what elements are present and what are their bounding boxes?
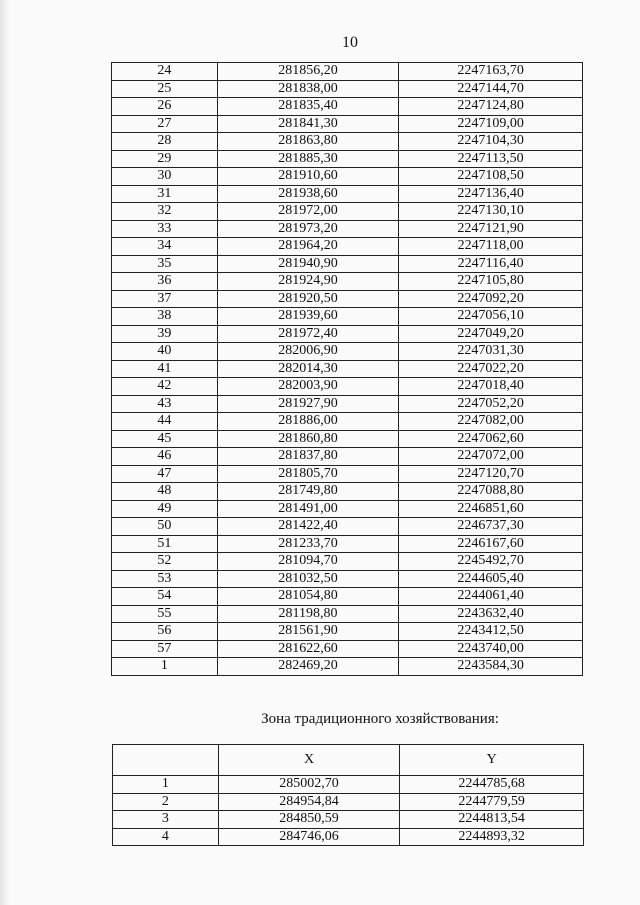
- point-number-cell: 45: [112, 430, 218, 448]
- x-coordinate-cell: 281805,70: [217, 465, 399, 483]
- table-row: [112, 535, 583, 553]
- y-coordinate-cell: 2247113,50: [399, 150, 583, 168]
- y-coordinate-cell: 2247118,00: [399, 238, 583, 256]
- x-coordinate-cell: 284954,84: [218, 793, 400, 811]
- table-row: [113, 776, 584, 794]
- point-number-cell: 34: [112, 238, 218, 256]
- header-cell-number: [113, 745, 219, 776]
- x-coordinate-cell: 281863,80: [217, 133, 399, 151]
- point-number-cell: 54: [112, 588, 218, 606]
- x-coordinate-cell: 281422,40: [217, 518, 399, 536]
- x-coordinate-cell: 281838,00: [217, 80, 399, 98]
- y-coordinate-cell: 2247031,30: [399, 343, 583, 361]
- point-number-cell: 1: [112, 658, 218, 676]
- table-row: [112, 203, 583, 221]
- point-number-cell: 31: [112, 185, 218, 203]
- point-number-cell: 40: [112, 343, 218, 361]
- x-coordinate-cell: 281860,80: [217, 430, 399, 448]
- y-coordinate-cell: 2247056,10: [399, 308, 583, 326]
- table-row: [112, 378, 583, 396]
- x-coordinate-cell: 284746,06: [218, 828, 400, 846]
- point-number-cell: 56: [112, 623, 218, 641]
- x-coordinate-cell: 281910,60: [217, 168, 399, 186]
- table-row: [112, 343, 583, 361]
- y-coordinate-cell: 2246851,60: [399, 500, 583, 518]
- y-coordinate-cell: 2247121,90: [399, 220, 583, 238]
- table-row: [112, 658, 583, 676]
- table-row: [112, 80, 583, 98]
- y-coordinate-cell: 2247018,40: [399, 378, 583, 396]
- x-coordinate-cell: 281940,90: [217, 255, 399, 273]
- y-coordinate-cell: 2247049,20: [399, 325, 583, 343]
- x-coordinate-cell: 281198,80: [217, 605, 399, 623]
- point-number-cell: 47: [112, 465, 218, 483]
- y-coordinate-cell: 2246167,60: [399, 535, 583, 553]
- x-coordinate-cell: 281964,20: [217, 238, 399, 256]
- y-coordinate-cell: 2247022,20: [399, 360, 583, 378]
- point-number-cell: 27: [112, 115, 218, 133]
- y-coordinate-cell: 2247104,30: [399, 133, 583, 151]
- table-row: [112, 605, 583, 623]
- y-coordinate-cell: 2245492,70: [399, 553, 583, 571]
- y-coordinate-cell: 2247062,60: [399, 430, 583, 448]
- point-number-cell: 41: [112, 360, 218, 378]
- y-coordinate-cell: 2243632,40: [399, 605, 583, 623]
- point-number-cell: 53: [112, 570, 218, 588]
- x-coordinate-cell: 281749,80: [217, 483, 399, 501]
- point-number-cell: 33: [112, 220, 218, 238]
- zone-table-header-row: [113, 745, 584, 776]
- table-row: [113, 811, 584, 829]
- y-coordinate-cell: 2247120,70: [399, 465, 583, 483]
- x-coordinate-cell: 281938,60: [217, 185, 399, 203]
- x-coordinate-cell: 281837,80: [217, 448, 399, 466]
- y-coordinate-cell: 2244605,40: [399, 570, 583, 588]
- zone-table-body: [113, 745, 584, 846]
- table-row: [112, 185, 583, 203]
- y-coordinate-cell: 2247144,70: [399, 80, 583, 98]
- table-row: [112, 325, 583, 343]
- point-number-cell: 35: [112, 255, 218, 273]
- y-coordinate-cell: 2247105,80: [399, 273, 583, 291]
- page-number: 10: [342, 34, 358, 51]
- point-number-cell: 46: [112, 448, 218, 466]
- point-number-cell: 28: [112, 133, 218, 151]
- x-coordinate-cell: 281972,00: [217, 203, 399, 221]
- point-number-cell: 37: [112, 290, 218, 308]
- table-row: [113, 828, 584, 846]
- table-row: [112, 640, 583, 658]
- x-coordinate-cell: 281856,20: [217, 63, 399, 81]
- point-number-cell: 55: [112, 605, 218, 623]
- table-row: [112, 290, 583, 308]
- y-coordinate-cell: 2247124,80: [399, 98, 583, 116]
- y-coordinate-cell: 2247108,50: [399, 168, 583, 186]
- table-row: [112, 430, 583, 448]
- header-cell-x: X: [218, 745, 400, 776]
- y-coordinate-cell: 2247163,70: [399, 63, 583, 81]
- table-row: [112, 98, 583, 116]
- x-coordinate-cell: 281622,60: [217, 640, 399, 658]
- table-row: [112, 395, 583, 413]
- table-row: [112, 238, 583, 256]
- point-number-cell: 38: [112, 308, 218, 326]
- y-coordinate-cell: 2247052,20: [399, 395, 583, 413]
- x-coordinate-cell: 281032,50: [217, 570, 399, 588]
- point-number-cell: 25: [112, 80, 218, 98]
- table-row: [112, 500, 583, 518]
- x-coordinate-cell: 285002,70: [218, 776, 400, 794]
- y-coordinate-cell: 2247116,40: [399, 255, 583, 273]
- table-row: [112, 465, 583, 483]
- header-cell-y: Y: [400, 745, 584, 776]
- table-row: [112, 553, 583, 571]
- x-coordinate-cell: 281835,40: [217, 98, 399, 116]
- y-coordinate-cell: 2244061,40: [399, 588, 583, 606]
- x-coordinate-cell: 281920,50: [217, 290, 399, 308]
- point-number-cell: 49: [112, 500, 218, 518]
- point-number-cell: 48: [112, 483, 218, 501]
- table-row: [112, 273, 583, 291]
- table-row: [112, 150, 583, 168]
- table-row: [112, 483, 583, 501]
- table-row: [112, 308, 583, 326]
- table-row: [112, 413, 583, 431]
- x-coordinate-cell: 281972,40: [217, 325, 399, 343]
- x-coordinate-cell: 281054,80: [217, 588, 399, 606]
- y-coordinate-cell: 2243412,50: [399, 623, 583, 641]
- table-row: [112, 570, 583, 588]
- x-coordinate-cell: 281927,90: [217, 395, 399, 413]
- table-row: [112, 518, 583, 536]
- table-row: [112, 220, 583, 238]
- x-coordinate-cell: 281924,90: [217, 273, 399, 291]
- table-row: [112, 168, 583, 186]
- point-number-cell: 30: [112, 168, 218, 186]
- scan-edge-shadow: [0, 0, 10, 905]
- y-coordinate-cell: 2247082,00: [399, 413, 583, 431]
- y-coordinate-cell: 2247092,20: [399, 290, 583, 308]
- x-coordinate-cell: 281233,70: [217, 535, 399, 553]
- y-coordinate-cell: 2247088,80: [399, 483, 583, 501]
- y-coordinate-cell: 2244893,32: [400, 828, 584, 846]
- point-number-cell: 36: [112, 273, 218, 291]
- coordinates-table-body: [112, 63, 583, 676]
- x-coordinate-cell: 281886,00: [217, 413, 399, 431]
- x-coordinate-cell: 281973,20: [217, 220, 399, 238]
- x-coordinate-cell: 282006,90: [217, 343, 399, 361]
- x-coordinate-cell: 281491,00: [217, 500, 399, 518]
- section-title: Зона традиционного хозяйствования:: [261, 711, 499, 727]
- point-number-cell: 1: [113, 776, 219, 794]
- point-number-cell: 29: [112, 150, 218, 168]
- x-coordinate-cell: 281939,60: [217, 308, 399, 326]
- y-coordinate-cell: 2247136,40: [399, 185, 583, 203]
- x-coordinate-cell: 281561,90: [217, 623, 399, 641]
- point-number-cell: 26: [112, 98, 218, 116]
- table-row: [112, 63, 583, 81]
- point-number-cell: 2: [113, 793, 219, 811]
- y-coordinate-cell: 2244779,59: [400, 793, 584, 811]
- y-coordinate-cell: 2243584,30: [399, 658, 583, 676]
- point-number-cell: 3: [113, 811, 219, 829]
- table-row: [112, 133, 583, 151]
- point-number-cell: 51: [112, 535, 218, 553]
- point-number-cell: 42: [112, 378, 218, 396]
- point-number-cell: 52: [112, 553, 218, 571]
- zone-coordinates-table: [112, 744, 584, 846]
- x-coordinate-cell: 281885,30: [217, 150, 399, 168]
- x-coordinate-cell: 282469,20: [217, 658, 399, 676]
- y-coordinate-cell: 2247130,10: [399, 203, 583, 221]
- point-number-cell: 32: [112, 203, 218, 221]
- y-coordinate-cell: 2244813,54: [400, 811, 584, 829]
- table-row: [112, 623, 583, 641]
- coordinates-table: [111, 62, 583, 676]
- x-coordinate-cell: 281841,30: [217, 115, 399, 133]
- point-number-cell: 57: [112, 640, 218, 658]
- y-coordinate-cell: 2243740,00: [399, 640, 583, 658]
- table-row: [112, 115, 583, 133]
- point-number-cell: 24: [112, 63, 218, 81]
- x-coordinate-cell: 281094,70: [217, 553, 399, 571]
- y-coordinate-cell: 2247072,00: [399, 448, 583, 466]
- table-row: [112, 255, 583, 273]
- x-coordinate-cell: 284850,59: [218, 811, 400, 829]
- y-coordinate-cell: 2247109,00: [399, 115, 583, 133]
- table-row: [112, 588, 583, 606]
- x-coordinate-cell: 282014,30: [217, 360, 399, 378]
- point-number-cell: 4: [113, 828, 219, 846]
- point-number-cell: 43: [112, 395, 218, 413]
- table-row: [112, 448, 583, 466]
- table-row: [112, 360, 583, 378]
- point-number-cell: 50: [112, 518, 218, 536]
- y-coordinate-cell: 2244785,68: [400, 776, 584, 794]
- table-row: [113, 793, 584, 811]
- point-number-cell: 39: [112, 325, 218, 343]
- y-coordinate-cell: 2246737,30: [399, 518, 583, 536]
- x-coordinate-cell: 282003,90: [217, 378, 399, 396]
- point-number-cell: 44: [112, 413, 218, 431]
